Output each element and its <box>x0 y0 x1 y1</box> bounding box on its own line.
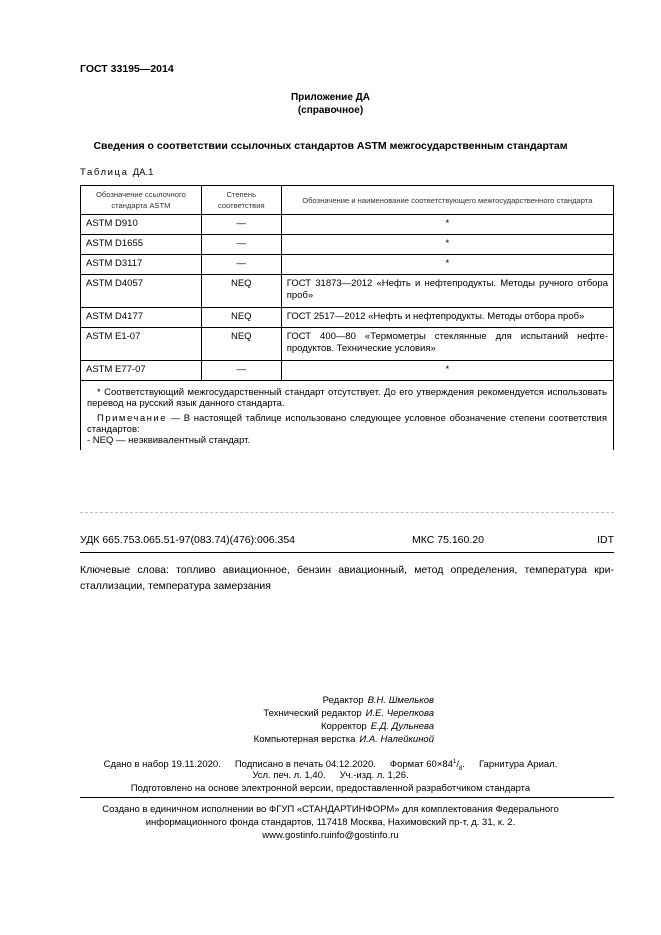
print-sheets: Усл. печ. л. 1,40. <box>252 770 326 781</box>
creation-contacts <box>0 829 661 842</box>
cell-ref: * <box>281 215 613 235</box>
idt-code: IDT <box>597 534 614 546</box>
typeset-date: Сдано в набор 19.11.2020. <box>103 759 221 771</box>
table-caption-label: Таблица <box>80 167 129 178</box>
header-degree: Степень соответствия <box>201 186 281 215</box>
credit-corrector <box>321 721 434 733</box>
credit-role: Компьютерная верстка <box>253 734 356 745</box>
cell-code: ASTM D3117 <box>81 255 202 275</box>
cell-code: ASTM D4177 <box>81 308 202 328</box>
section-title: Сведения о соответствии ссылочных стандартов ASTM межгосударственным стандартам <box>93 140 568 152</box>
credit-name: И.Е. Черепкова <box>365 708 434 719</box>
credit-role: Технический редактор <box>263 708 362 719</box>
publishing-line-3: Подготовлено на основе электронной версии, предоставленной разработчиком стандарта <box>130 783 531 794</box>
credit-editor <box>323 695 434 707</box>
cell-degree: — <box>201 215 281 235</box>
table-notes <box>81 381 614 451</box>
table-row <box>81 235 614 255</box>
credit-role: Редактор <box>322 695 364 706</box>
table-row <box>81 255 614 275</box>
cell-degree: — <box>201 361 281 381</box>
header-astm-code: Обозначение ссылочного стандарта ASTM <box>81 186 202 215</box>
correspondence-table <box>80 185 614 450</box>
table-note <box>87 413 607 435</box>
credit-name: Е.Д. Дульнева <box>370 721 434 732</box>
cell-ref: ГОСТ 2517—2012 «Нефть и нефтепродукты. Методы отбора проб» <box>281 308 613 328</box>
standard-number: ГОСТ 33195—2014 <box>80 63 174 75</box>
table-row <box>81 275 614 308</box>
mks-code: МКС 75.160.20 <box>412 534 484 546</box>
signed-date: Подписано в печать 04.12.2020. <box>234 759 376 771</box>
format: Формат 60×84 <box>389 759 453 771</box>
credit-name: В.Н. Шмельков <box>367 695 434 706</box>
table-row <box>81 328 614 361</box>
publishing-line-2 <box>0 769 661 782</box>
table-header-row <box>81 186 614 215</box>
table-caption-number: ДА.1 <box>132 167 154 178</box>
cell-code: ASTM E1-07 <box>81 328 202 361</box>
table-notes-row <box>81 381 614 451</box>
creation-line-2: информационного фонда стандартов, 117418 Москва, Нахимовский пр-т, д. 31, к. 2. <box>145 817 516 828</box>
note-item: - NEQ — неэквивалентный стандарт. <box>87 435 251 446</box>
udk-code: УДК 665.753.065.51-97(083.74)(476):006.354 <box>80 534 295 546</box>
cell-ref: ГОСТ 31873—2012 «Нефть и нефтепродукты. Методы ручного отбора проб» <box>281 275 613 308</box>
note-label: Примечание <box>97 413 167 424</box>
table-row <box>81 308 614 328</box>
trim-line <box>80 512 614 513</box>
cell-degree: — <box>201 255 281 275</box>
cell-ref: * <box>281 255 613 275</box>
divider <box>80 552 614 553</box>
cell-degree: — <box>201 235 281 255</box>
typeface: Гарнитура Ариал. <box>478 759 558 771</box>
format-sup: 1 <box>452 759 457 765</box>
credit-tech-editor <box>263 708 434 720</box>
creation-line-1: Создано в единичном исполнении во ФГУП «СТАНДАРТИНФОРМ» для комплектования Федерального <box>102 804 559 815</box>
publishing-line-1: Сдано в набор 19.11.2020. Подписано в печать 04.12.2020. Формат $60\times 84^1/_8$. Гарнитура Ариал. <box>103 759 558 773</box>
appendix-title: Приложение ДА <box>290 92 371 103</box>
cell-degree: NEQ <box>201 275 281 308</box>
divider <box>80 797 614 798</box>
cell-ref: * <box>281 235 613 255</box>
note-text: — В настоящей таблице использовано следующее условное обозначение степени соответствия стандартов: <box>87 413 607 435</box>
credit-name: И.А. Налейкиной <box>359 734 434 745</box>
credit-role: Корректор <box>320 721 367 732</box>
website-link[interactable]: www.gostinfo.ru <box>262 830 330 841</box>
table-caption <box>80 167 153 178</box>
keywords: Ключевые слова: топливо авиационное, бензин авиационный, метод определения, температура кристаллизации, температура замерзания <box>80 564 614 592</box>
table-row <box>81 215 614 235</box>
cell-ref: ГОСТ 400—80 «Термометры стеклянные для испытаний нефтепродуктов. Технические условия» <box>281 328 613 361</box>
format-sub: 8 <box>458 766 463 773</box>
email-link[interactable]: info@gostinfo.ru <box>329 830 399 841</box>
cell-ref: * <box>281 361 613 381</box>
pub-sheets: Уч.-изд. л. 1,26. <box>339 770 409 781</box>
credit-layout <box>254 734 434 746</box>
cell-code: ASTM D910 <box>81 215 202 235</box>
cell-code: ASTM D4057 <box>81 275 202 308</box>
cell-degree: NEQ <box>201 328 281 361</box>
cell-degree: NEQ <box>201 308 281 328</box>
table-footnote: * Соответствующий межгосударственный стандарт отсутствует. До его утверждения рекомендуется использовать перевод на русский язык данного стандарта. <box>87 387 607 409</box>
cell-code: ASTM E77-07 <box>81 361 202 381</box>
appendix-subtitle: (справочное) <box>297 105 364 116</box>
header-interstate-standard: Обозначение и наименование соответствующего межгосударственного стандарта <box>281 186 613 215</box>
table-row <box>81 361 614 381</box>
cell-code: ASTM D1655 <box>81 235 202 255</box>
